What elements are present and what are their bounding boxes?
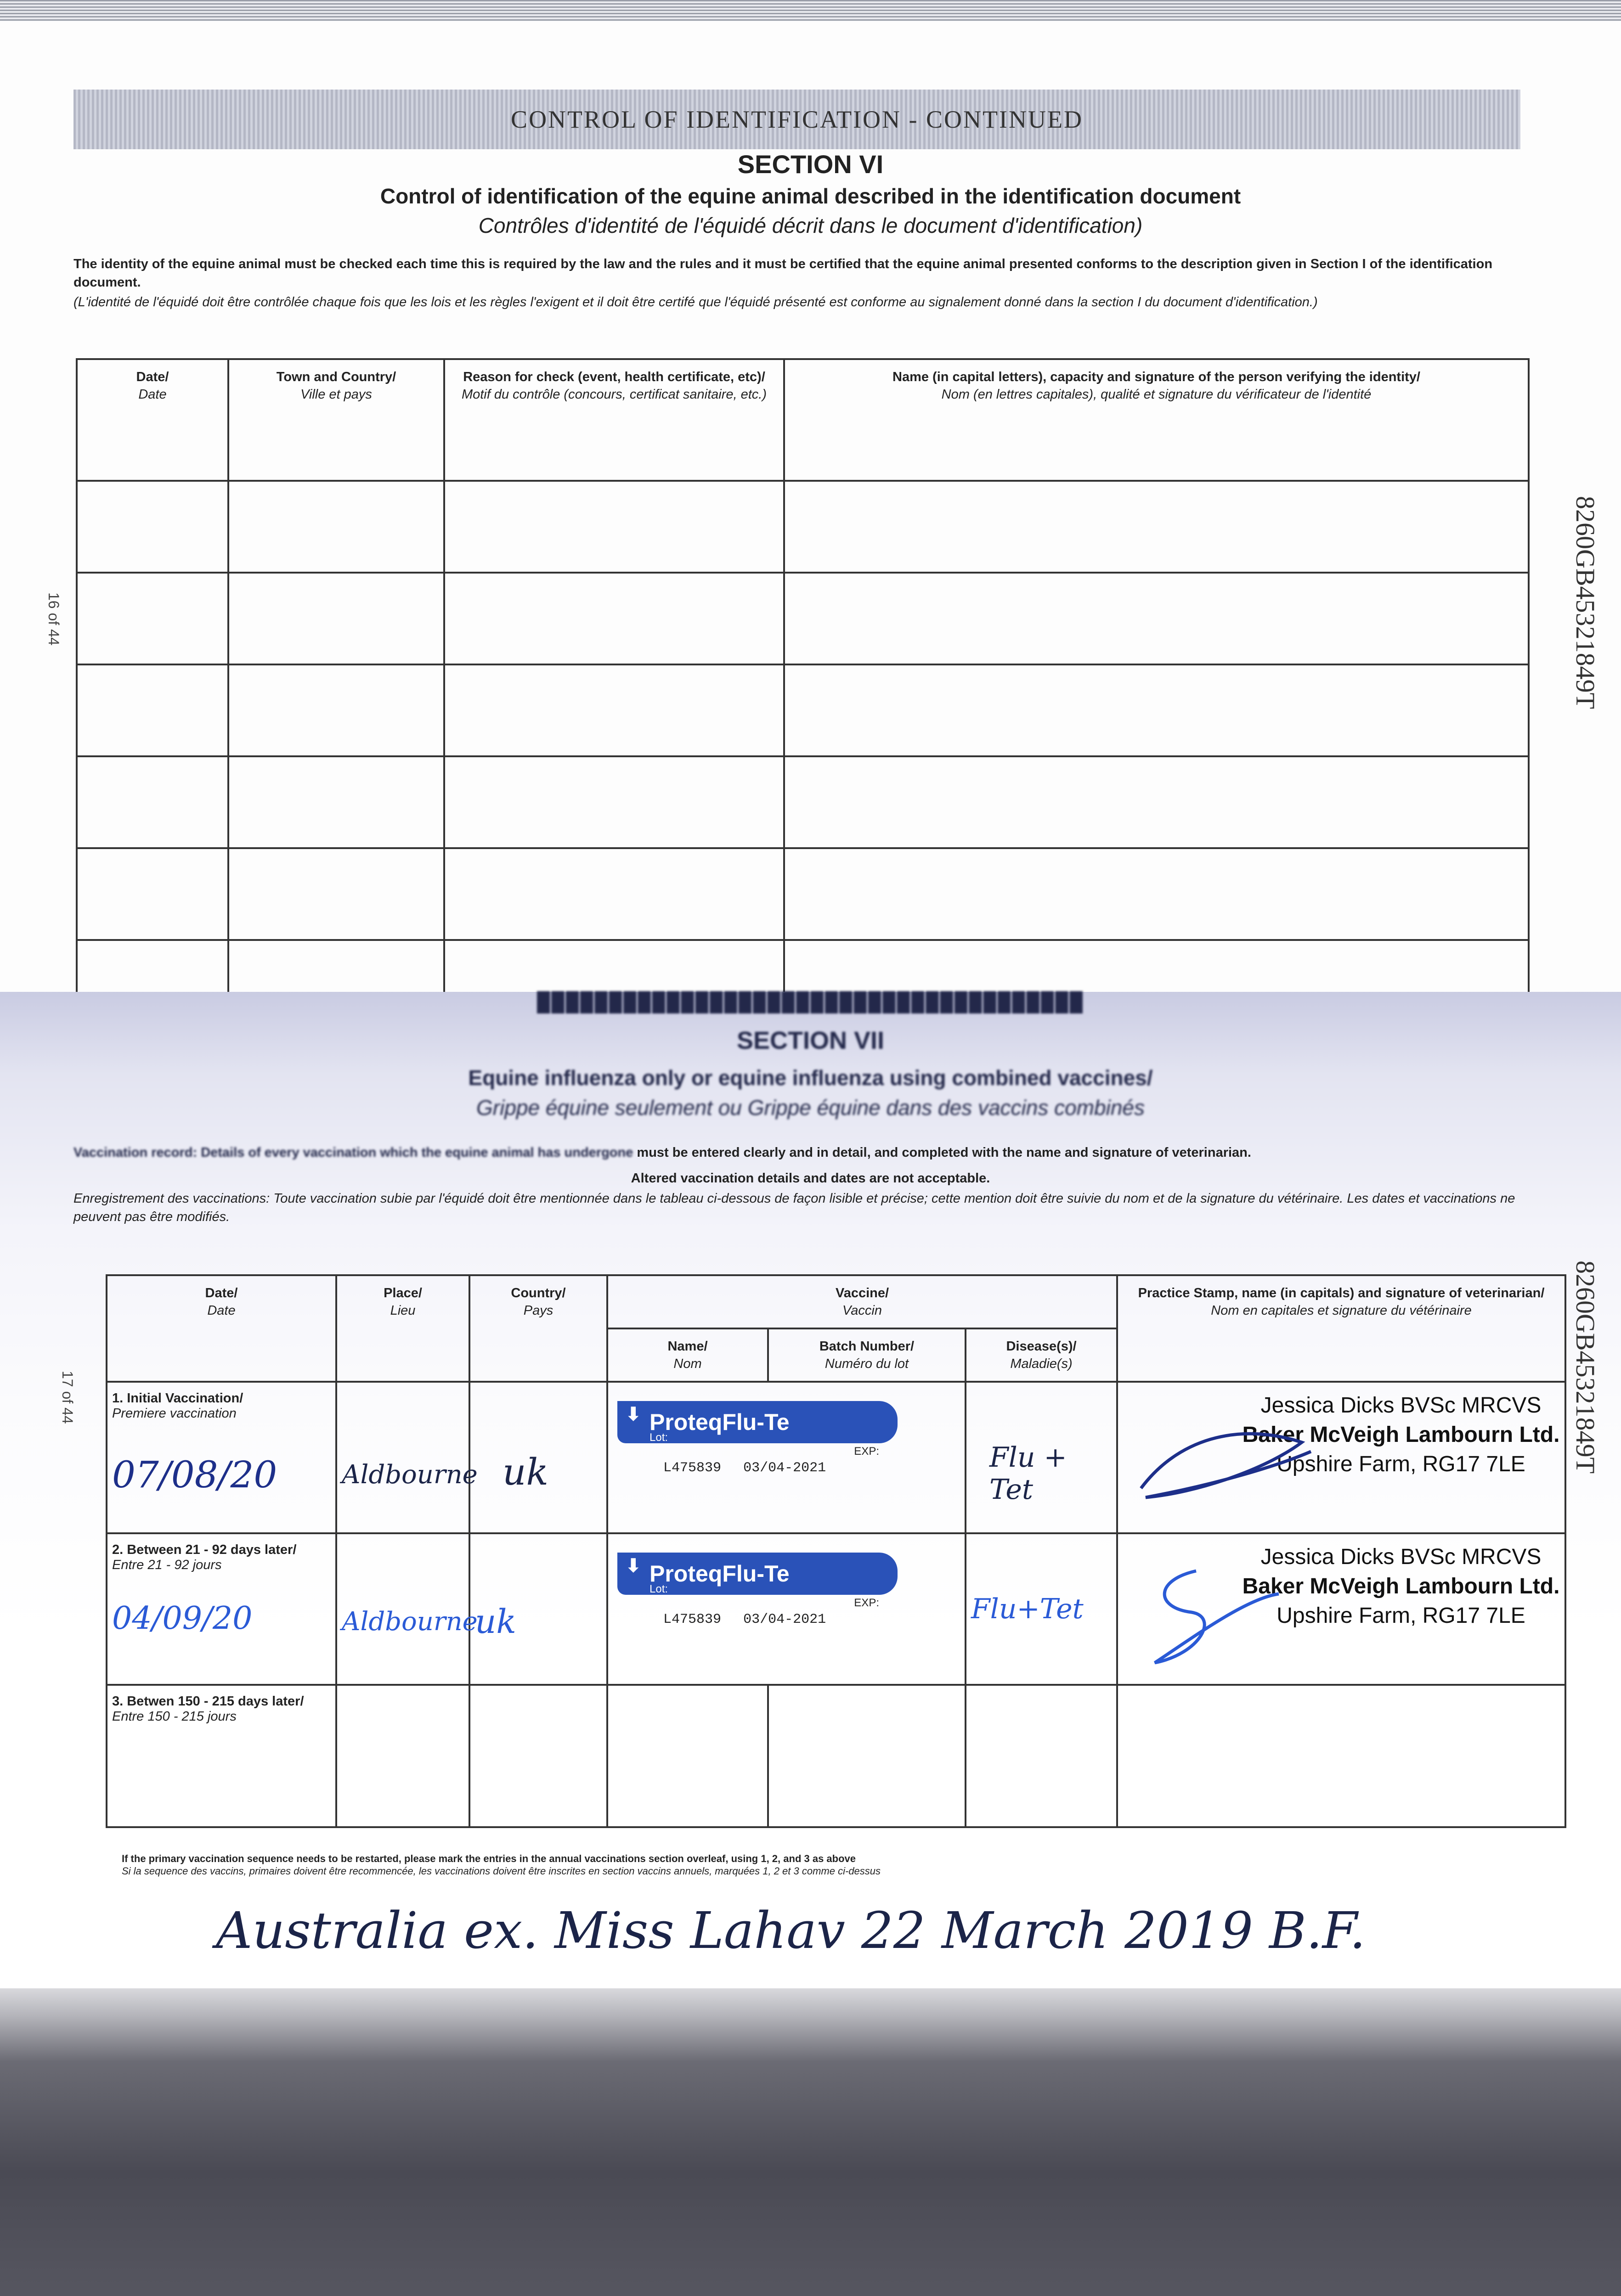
handwritten-place: Aldbourne: [342, 1607, 478, 1637]
section-banner-obscured: ██████████████████████████████████████: [537, 992, 1084, 1012]
row-label: 2. Between 21 - 92 days later/: [112, 1542, 297, 1557]
col-label: Date/: [205, 1286, 238, 1300]
col-label: Batch Number/: [819, 1339, 915, 1354]
row-place-cell: [336, 1382, 478, 1533]
vaccine-sticker-cell: [607, 1533, 966, 1685]
exp-label: EXP:: [854, 1597, 879, 1609]
instruction-text: The identity of the equine animal must be checked each time this is required by the law and the rules and it must be certified that the equine animal presented conforms to the description given in Section I of the identification document.: [73, 257, 1493, 290]
table-row: [107, 1382, 1565, 1533]
handwritten-place: Aldbourne: [342, 1460, 478, 1490]
expiry-date: 03/04-2021: [743, 1612, 826, 1627]
col-label: Date/: [136, 370, 169, 384]
table-header-row: [77, 359, 1529, 481]
col-practice-stamp: [1117, 1275, 1565, 1382]
vaccine-name: ProteqFlu-Te: [650, 1409, 790, 1435]
row-disease-cell: [966, 1382, 1117, 1533]
scanner-bottom-edge: [0, 1988, 1621, 2296]
col-label: Place/: [384, 1286, 422, 1300]
expiry-date: 03/04-2021: [743, 1460, 826, 1476]
vaccine-sticker: [617, 1553, 898, 1609]
footnote-fr: Si la sequence des vaccins, primaires doivent être recommencée, les vaccinations doivent être inscrites en section vaccins annuels, marquées 1, 2 et 3 comme ci-dessus: [122, 1865, 881, 1877]
handwritten-note: Australia ex. Miss Lahav 22 March 2019 B.F.: [216, 1901, 1366, 1960]
instruction-lead: Vaccination record: Details of every vaccination which the equine animal has undergone: [73, 1145, 633, 1160]
vaccine-sticker-cell: [607, 1382, 966, 1533]
row-country-cell: [469, 1533, 607, 1685]
banner-text: CONTROL OF IDENTIFICATION - CONTINUED: [511, 106, 1083, 133]
col-reason: [444, 359, 784, 481]
col-label: Vaccine/: [835, 1286, 889, 1300]
col-batch: [768, 1328, 966, 1382]
section-heading: Equine influenza only or equine influenza using combined vaccines/: [468, 1066, 1153, 1090]
col-disease: [966, 1328, 1117, 1382]
row-date-cell: [107, 1382, 336, 1533]
table-row: [77, 481, 1529, 573]
handwritten-country: uk: [503, 1451, 548, 1493]
col-label-fr: Ville et pays: [300, 387, 372, 402]
row-label: 1. Initial Vaccination/: [112, 1391, 243, 1406]
section-heading-fr: Contrôles d'identité de l'équidé décrit dans le document d'identification): [478, 214, 1143, 237]
vet-practice: Baker McVeigh Lambourn Ltd.: [1242, 1423, 1560, 1447]
section-title: SECTION VI: [737, 150, 884, 179]
instruction-text-2: Altered vaccination details and dates are not acceptable.: [631, 1171, 990, 1186]
col-verifier: [784, 359, 1529, 481]
lot-label: Lot:: [650, 1431, 668, 1444]
col-label-fr: Nom: [673, 1356, 702, 1371]
lot-line: [663, 1460, 965, 1476]
syringe-icon: ⬇: [626, 1556, 641, 1576]
table-row: [107, 1533, 1565, 1685]
section-banner: [73, 90, 1520, 149]
col-date: [77, 359, 228, 481]
vaccine-sticker: [617, 1401, 898, 1458]
vet-signature: [1127, 1415, 1320, 1507]
col-country: [469, 1275, 607, 1382]
row-label-fr: Entre 21 - 92 jours: [112, 1558, 222, 1572]
row-label-fr: Premiere vaccination: [112, 1406, 237, 1421]
identity-check-table: [76, 358, 1530, 1005]
col-label: Country/: [511, 1286, 566, 1300]
table-row: [77, 573, 1529, 664]
vaccination-table: [106, 1274, 1566, 1828]
page-number: 17 of 44: [59, 1371, 76, 1424]
vaccine-name: ProteqFlu-Te: [650, 1561, 790, 1587]
lot-number: L475839: [663, 1460, 722, 1476]
vet-practice: Baker McVeigh Lambourn Ltd.: [1242, 1574, 1560, 1598]
lot-line: [663, 1611, 965, 1627]
col-place: [336, 1275, 469, 1382]
col-label-fr: Date: [207, 1303, 236, 1318]
row-place-cell: [336, 1533, 478, 1685]
col-label-fr: Maladie(s): [1010, 1356, 1073, 1371]
table-row: [77, 756, 1529, 848]
instruction-rest: must be entered clearly and in detail, and completed with the name and signature of veterinarian.: [637, 1145, 1251, 1160]
handwritten-disease: Flu + Tet: [989, 1441, 1067, 1506]
instruction-text-fr: Enregistrement des vaccinations: Toute vaccination subie par l'équidé doit être mentionnée dans le tableau ci-dessous de façon lisible et précise; cette mention doit être suivie du nom et de la signature du vétérinaire. Les dates et vaccinations ne peuvent pas être modifiés.: [73, 1191, 1515, 1224]
handwritten-disease: Flu+Tet: [971, 1593, 1084, 1625]
lot-label: Lot:: [650, 1583, 668, 1595]
col-date: [107, 1275, 336, 1382]
row-label-fr: Entre 150 - 215 jours: [112, 1709, 237, 1724]
page-number: 16 of 44: [45, 592, 62, 646]
table-row: [77, 664, 1529, 756]
practice-stamp-cell: [1117, 1533, 1565, 1685]
table-row: [107, 1685, 1565, 1827]
practice-stamp-cell: [1117, 1382, 1565, 1533]
lot-number: L475839: [663, 1612, 722, 1627]
vet-address: Upshire Farm, RG17 7LE: [1276, 1604, 1525, 1628]
vet-name: Jessica Dicks BVSc MRCVS: [1260, 1393, 1542, 1418]
row-date-cell: [107, 1685, 336, 1827]
row-date-cell: [107, 1533, 336, 1685]
table-row: [77, 848, 1529, 940]
col-label: Practice Stamp, name (in capitals) and signature of veterinarian/: [1138, 1286, 1545, 1300]
col-label-fr: Pays: [523, 1303, 554, 1318]
handwritten-date: 07/08/20: [112, 1453, 277, 1496]
row-country-cell: [469, 1382, 607, 1533]
handwritten-date: 04/09/20: [112, 1600, 253, 1637]
section-heading-fr: Grippe équine seulement ou Grippe équine dans des vaccins combinés: [476, 1096, 1145, 1120]
col-label-fr: Vaccin: [842, 1303, 882, 1318]
vet-address: Upshire Farm, RG17 7LE: [1276, 1452, 1525, 1476]
instruction-text-fr: (L'identité de l'équidé doit être contrôlée chaque fois que les lois et les règles l'exigent et il doit être certifé que l'équidé présenté est conforme au signalement donné dans la section I du document d'identification.): [73, 295, 1318, 310]
scanner-top-edge: [0, 0, 1621, 21]
col-label: Name/: [667, 1339, 708, 1354]
col-label: Reason for check (event, health certificate, etc)/: [463, 370, 765, 384]
passport-number: 8260GB45321849T: [1570, 1261, 1600, 1474]
section-title: SECTION VII: [736, 1027, 885, 1054]
col-label-fr: Date: [138, 387, 167, 402]
vet-name: Jessica Dicks BVSc MRCVS: [1260, 1545, 1542, 1569]
col-vaccine: [607, 1275, 1117, 1328]
col-label-fr: Lieu: [390, 1303, 416, 1318]
col-vaccine-name: [607, 1328, 768, 1382]
vet-signature: [1127, 1562, 1320, 1672]
col-label: Disease(s)/: [1006, 1339, 1077, 1354]
syringe-icon: ⬇: [626, 1404, 641, 1424]
passport-number: 8260GB45321849T: [1570, 496, 1600, 709]
col-label-fr: Motif du contrôle (concours, certificat sanitaire, etc.): [461, 387, 767, 402]
section-heading: Control of identification of the equine animal described in the identification document: [380, 184, 1241, 208]
exp-label: EXP:: [854, 1445, 879, 1458]
col-label-fr: Nom (en lettres capitales), qualité et signature du vérificateur de l'identité: [941, 387, 1372, 402]
row-disease-cell: [966, 1533, 1117, 1685]
col-town-country: [228, 359, 444, 481]
table-header-row: [107, 1275, 1565, 1328]
instruction-text: [73, 1143, 1520, 1162]
handwritten-country: uk: [475, 1602, 516, 1641]
col-label: Name (in capital letters), capacity and signature of the person verifying the identity/: [892, 370, 1420, 384]
row-label: 3. Betwen 150 - 215 days later/: [112, 1694, 304, 1709]
col-label: Town and Country/: [276, 370, 396, 384]
col-label-fr: Numéro du lot: [825, 1356, 909, 1371]
col-label-fr: Nom en capitales et signature du vétérinaire: [1211, 1303, 1472, 1318]
footnote: If the primary vaccination sequence needs to be restarted, please mark the entries in the annual vaccinations section overleaf, using 1, 2, and 3 as above: [122, 1853, 856, 1864]
